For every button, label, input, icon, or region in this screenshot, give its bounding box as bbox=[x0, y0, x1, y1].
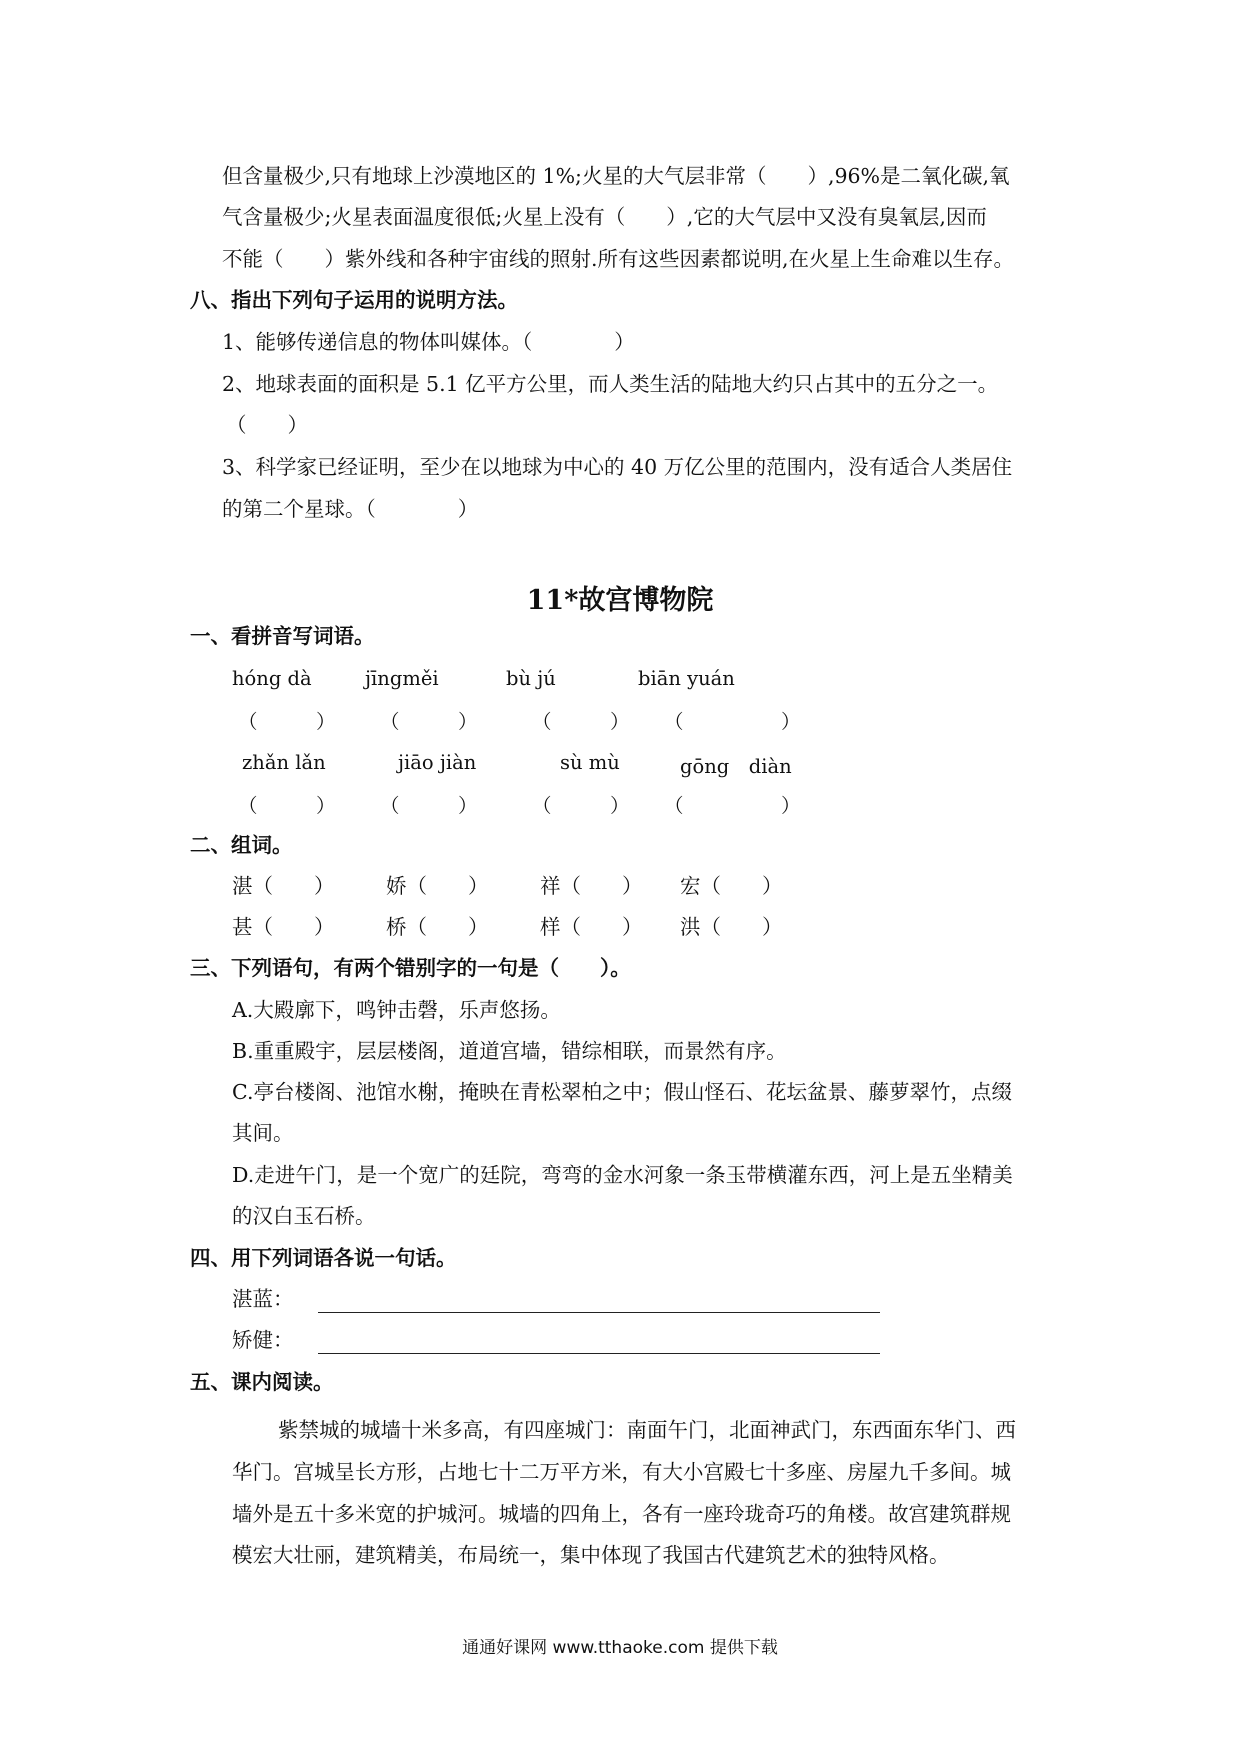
pinyin-bian-yuan: biān yuán bbox=[638, 667, 735, 690]
part-2-heading: 二、组词。 bbox=[190, 833, 293, 857]
page-footer: 通通好课网 www.tthaoke.com 提供下载 bbox=[462, 1638, 778, 1658]
pinyin-jingmei: jīngměi bbox=[365, 667, 439, 690]
option-c-line-2: 其间。 bbox=[232, 1121, 294, 1145]
section-8-question-3-line-1: 3、科学家已经证明，至少在以地球为中心的 40 万亿公里的范围内，没有适合人类居住 bbox=[222, 455, 1013, 479]
passage-line-3: 不能（ ）紫外线和各种宇宙线的照射.所有这些因素都说明,在火星上生命难以生存。 bbox=[222, 247, 1015, 271]
part-4-heading: 四、用下列词语各说一句话。 bbox=[190, 1246, 457, 1270]
answer-blank: （ ） bbox=[238, 710, 336, 733]
word-item: 宏（ ） bbox=[680, 874, 783, 898]
word-item: 祥（ ） bbox=[540, 874, 643, 898]
answer-blank: （ ） bbox=[532, 794, 630, 817]
word-item: 甚（ ） bbox=[232, 915, 335, 939]
lesson-title: 11*故宫博物院 bbox=[526, 585, 714, 616]
word-item: 娇（ ） bbox=[386, 874, 489, 898]
word-item: 湛（ ） bbox=[232, 874, 335, 898]
answer-blank: （ ） bbox=[664, 710, 801, 733]
pinyin-su-mu: sù mù bbox=[560, 751, 620, 774]
answer-blank: （ ） bbox=[532, 710, 630, 733]
section-8-heading: 八、指出下列句子运用的说明方法。 bbox=[190, 288, 518, 312]
word-item: 洪（ ） bbox=[680, 915, 783, 939]
sentence-word-2: 矫健： bbox=[232, 1328, 294, 1352]
passage-line-2: 气含量极少;火星表面温度很低;火星上没有（ ）,它的大气层中又没有臭氧层,因而 bbox=[222, 205, 987, 229]
reading-passage-line-2: 华门。宫城呈长方形，占地七十二万平方米，有大小宫殿七十多座、房屋九千多间。城 bbox=[232, 1460, 1011, 1484]
part-5-heading: 五、课内阅读。 bbox=[190, 1370, 334, 1394]
section-8-question-2: 2、地球表面的面积是 5.1 亿平方公里，而人类生活的陆地大约只占其中的五分之一。 bbox=[222, 372, 999, 396]
reading-passage-line-4: 模宏大壮丽，建筑精美，布局统一，集中体现了我国古代建筑艺术的独特风格。 bbox=[232, 1543, 950, 1567]
answer-underline bbox=[318, 1312, 880, 1313]
pinyin-gong-dian: gōng diàn bbox=[680, 755, 792, 778]
option-d-line-2: 的汉白玉石桥。 bbox=[232, 1204, 376, 1228]
part-1-heading: 一、看拼音写词语。 bbox=[190, 624, 375, 648]
answer-blank: （ ） bbox=[238, 794, 336, 817]
pinyin-jiao-jian: jiāo jiàn bbox=[398, 751, 477, 774]
option-c-line-1: C.亭台楼阁、池馆水榭，掩映在青松翠柏之中；假山怪石、花坛盆景、藤萝翠竹，点缀 bbox=[232, 1080, 1012, 1104]
pinyin-hong-da: hóng dà bbox=[232, 667, 312, 690]
option-a: A.大殿廓下，鸣钟击磬，乐声悠扬。 bbox=[232, 998, 561, 1022]
reading-passage-line-1: 紫禁城的城墙十米多高，有四座城门：南面午门，北面神武门，东西面东华门、西 bbox=[278, 1418, 1016, 1442]
option-b: B.重重殿宇，层层楼阁，道道宫墙，错综相联，而景然有序。 bbox=[232, 1039, 787, 1063]
answer-underline bbox=[318, 1353, 880, 1354]
part-3-heading: 三、下列语句，有两个错别字的一句是（ ）。 bbox=[190, 956, 631, 980]
section-8-question-1: 1、能够传递信息的物体叫媒体。（ ） bbox=[222, 330, 635, 354]
answer-blank: （ ） bbox=[380, 794, 478, 817]
reading-passage-line-3: 墙外是五十多米宽的护城河。城墙的四角上，各有一座玲珑奇巧的角楼。故宫建筑群规 bbox=[232, 1502, 1011, 1526]
option-d-line-1: D.走进午门，是一个宽广的廷院，弯弯的金水河象一条玉带横灌东西，河上是五坐精美 bbox=[232, 1163, 1013, 1187]
answer-blank: （ ） bbox=[380, 710, 478, 733]
word-item: 样（ ） bbox=[540, 915, 643, 939]
word-item: 桥（ ） bbox=[386, 915, 489, 939]
pinyin-bu-ju: bù jú bbox=[506, 667, 556, 690]
pinyin-zhan-lan: zhǎn lǎn bbox=[242, 751, 326, 774]
sentence-word-1: 湛蓝： bbox=[232, 1287, 294, 1311]
answer-blank: （ ） bbox=[664, 794, 801, 817]
passage-line-1: 但含量极少,只有地球上沙漠地区的 1%;火星的大气层非常（ ）,96%是二氧化碳,氧 bbox=[222, 164, 1010, 188]
section-8-question-2-blank: （ ） bbox=[226, 413, 308, 437]
section-8-question-3-line-2: 的第二个星球。（ ） bbox=[222, 497, 479, 521]
